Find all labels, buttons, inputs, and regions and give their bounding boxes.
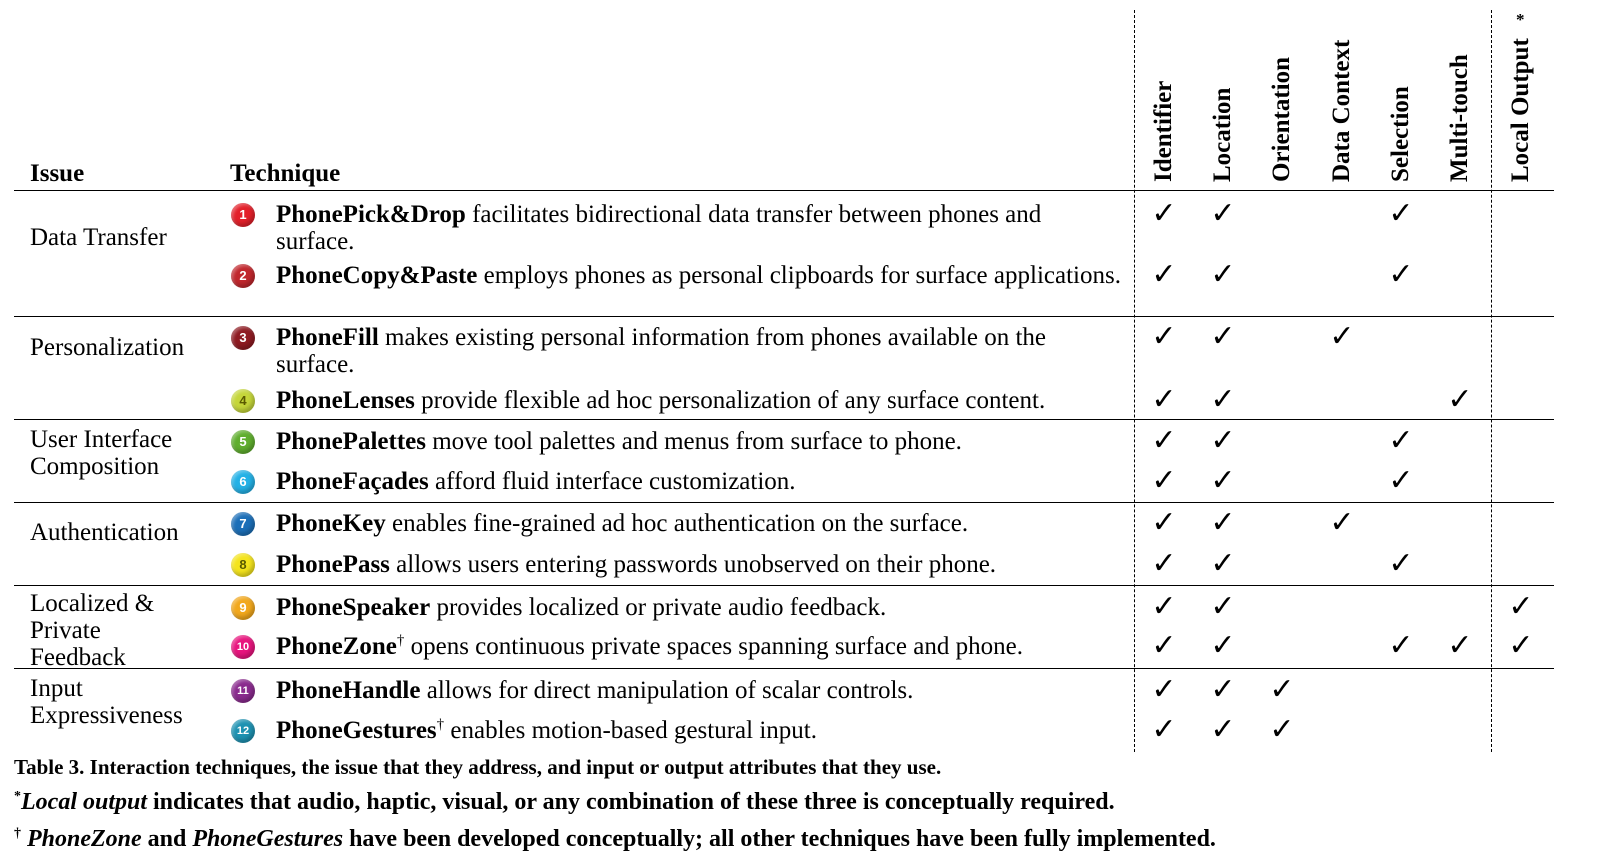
technique-number-badge: 2 [231,264,255,288]
column-header-multi-touch: Multi-touch [1446,54,1473,182]
technique-summary: afford fluid interface customization. [428,468,796,495]
checkmark-icon: ✓ [1151,423,1177,458]
technique-description [276,510,1124,537]
checkmark-icon: ✓ [1210,546,1236,581]
technique-description [276,594,1124,621]
checkmark-icon: ✓ [1210,257,1236,292]
technique-description [276,468,1124,495]
checkmark-icon: ✓ [1388,628,1414,663]
group-divider [14,585,1554,586]
technique-name: PhonePalettes [276,428,426,455]
issue-label: Localized & Private Feedback [30,590,155,671]
checkmark-icon: ✓ [1388,257,1414,292]
technique-name: PhoneSpeaker [276,594,431,621]
group-divider [14,502,1554,503]
checkmark-icon: ✓ [1508,628,1534,663]
issue-label: Input Expressiveness [30,675,183,729]
issue-label: Data Transfer [30,224,167,251]
checkmark-icon: ✓ [1151,628,1177,663]
technique-summary: enables motion-based gestural input. [444,717,817,744]
technique-description [276,717,1124,744]
technique-description [276,262,1124,289]
checkmark-icon: ✓ [1269,672,1295,707]
technique-description [276,387,1124,414]
technique-number-badge: 10 [231,635,255,659]
technique-name: PhoneFill [276,324,379,351]
technique-name: PhonePick&Drop [276,201,466,228]
column-header-selection: Selection [1387,86,1414,182]
checkmark-icon: ✓ [1210,589,1236,624]
checkmark-icon: ✓ [1151,589,1177,624]
column-header-local-output: Local Output [1507,38,1534,182]
technique-description [276,324,1124,378]
technique-summary: provides localized or private audio feedback. [430,594,887,621]
technique-summary: provide flexible ad hoc personalization of any surface content. [414,387,1046,414]
technique-summary: makes existing personal information from phones available on the surface. [276,324,1046,378]
checkmark-icon: ✓ [1210,712,1236,747]
local-output-asterisk: * [1516,10,1525,29]
header-rule [14,190,1554,191]
checkmark-icon: ✓ [1210,423,1236,458]
technique-header: Technique [230,160,341,187]
checkmark-icon: ✓ [1329,319,1355,354]
dagger-mark: † [436,716,445,733]
techniques-table [14,10,1554,760]
technique-name: PhoneCopy&Paste [276,262,478,289]
technique-description [276,428,1124,455]
checkmark-icon: ✓ [1210,628,1236,663]
technique-name: PhoneLenses [276,387,415,414]
checkmark-icon: ✓ [1388,546,1414,581]
caption-line-1: Table 3. Interaction techniques, the issue that they address, and input or output attributes that they use. [14,755,942,779]
column-header-data-context: Data Context [1328,39,1355,182]
checkmark-icon: ✓ [1210,672,1236,707]
checkmark-icon: ✓ [1210,319,1236,354]
checkmark-icon: ✓ [1269,712,1295,747]
checkmark-icon: ✓ [1151,196,1177,231]
technique-number-badge: 9 [231,596,255,620]
checkmark-icon: ✓ [1151,319,1177,354]
technique-summary: opens continuous private spaces spanning surface and phone. [404,633,1023,660]
technique-name: PhoneFaçades [276,468,429,495]
issue-header: Issue [30,160,85,187]
column-header-location: Location [1209,87,1236,182]
checkmark-icon: ✓ [1447,628,1473,663]
group-divider [14,316,1554,317]
issue-label: User Interface Composition [30,426,173,480]
checkmark-icon: ✓ [1210,505,1236,540]
technique-summary: facilitates bidirectional data transfer between phones and surface. [276,201,1042,255]
checkmark-icon: ✓ [1151,546,1177,581]
checkmark-icon: ✓ [1151,505,1177,540]
checkmark-icon: ✓ [1210,196,1236,231]
technique-number-badge: 3 [231,326,255,350]
technique-summary: employs phones as personal clipboards for surface applications. [477,262,1121,289]
technique-number-badge: 7 [231,512,255,536]
technique-number-badge: 11 [231,679,255,703]
issue-label: Authentication [30,519,179,546]
group-divider [14,668,1554,669]
caption-line-2: *Local output indicates that audio, haptic, visual, or any combination of these three is conceptually required. [14,789,1115,815]
technique-description [276,633,1124,660]
technique-name: PhonePass [276,551,390,578]
technique-number-badge: 6 [231,470,255,494]
technique-number-badge: 1 [231,203,255,227]
checkmark-icon: ✓ [1388,196,1414,231]
technique-summary: move tool palettes and menus from surface to phone. [425,428,962,455]
checkmark-icon: ✓ [1447,382,1473,417]
checkmark-icon: ✓ [1151,382,1177,417]
technique-name: PhoneGestures [276,717,437,744]
technique-number-badge: 8 [231,553,255,577]
technique-number-badge: 5 [231,430,255,454]
technique-description [276,551,1124,578]
technique-number-badge: 12 [231,719,255,743]
technique-summary: enables fine-grained ad hoc authentication on the surface. [385,510,969,537]
checkmark-icon: ✓ [1388,423,1414,458]
dagger-mark: † [396,632,405,649]
technique-description [276,201,1124,255]
checkmark-icon: ✓ [1151,257,1177,292]
caption-line-3: † PhoneZone and PhoneGestures have been developed conceptually; all other techniques have been fully implemented. [14,826,1216,852]
table-caption [14,754,1584,855]
checkmark-icon: ✓ [1151,672,1177,707]
column-header-identifier: Identifier [1150,80,1177,182]
checkmark-icon: ✓ [1210,463,1236,498]
checkmark-icon: ✓ [1388,463,1414,498]
technique-name: PhoneKey [276,510,386,537]
checkmark-icon: ✓ [1329,505,1355,540]
checkmark-icon: ✓ [1151,712,1177,747]
group-divider [14,419,1554,420]
checkmark-icon: ✓ [1151,463,1177,498]
technique-name: PhoneHandle [276,677,421,704]
column-header-orientation: Orientation [1268,57,1295,182]
local-output-dashed-divider [1491,10,1492,752]
technique-summary: allows users entering passwords unobserved on their phone. [389,551,997,578]
attributes-dashed-divider [1134,10,1135,752]
checkmark-icon: ✓ [1210,382,1236,417]
technique-name: PhoneZone [276,633,397,660]
technique-number-badge: 4 [231,389,255,413]
technique-description [276,677,1124,704]
checkmark-icon: ✓ [1508,589,1534,624]
technique-summary: allows for direct manipulation of scalar controls. [420,677,914,704]
issue-label: Personalization [30,334,185,361]
